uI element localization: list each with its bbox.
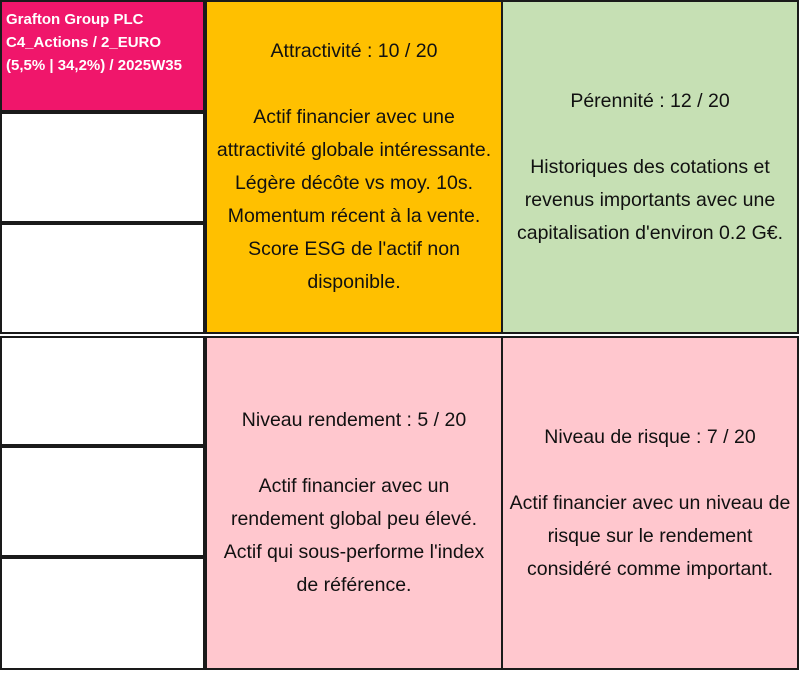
rendement-panel bbox=[205, 336, 503, 670]
risque-line: risque sur le rendement bbox=[547, 524, 753, 547]
risque-line: considéré comme important. bbox=[526, 557, 773, 580]
rendement-title: Niveau rendement : 5 / 20 bbox=[241, 409, 467, 431]
rendement-line: Actif financier avec un bbox=[258, 475, 450, 497]
perennite-line: revenus importants avec une bbox=[524, 188, 776, 211]
blank-cell-2 bbox=[0, 223, 205, 334]
attractivite-line: Actif financier avec une bbox=[253, 106, 455, 128]
perennite-title: Pérennité : 12 / 20 bbox=[570, 89, 730, 112]
attractivite-panel bbox=[205, 0, 503, 334]
risque-panel bbox=[501, 336, 799, 670]
risque-title: Niveau de risque : 7 / 20 bbox=[544, 425, 756, 448]
rendement-line: rendement global peu élevé. bbox=[230, 508, 478, 530]
attractivite-title: Attractivité : 10 / 20 bbox=[270, 40, 438, 62]
perennite-line: capitalisation d'environ 0.2 G€. bbox=[516, 221, 784, 244]
risque-line: Actif financier avec un niveau de bbox=[509, 491, 791, 514]
blank-cell-1 bbox=[0, 112, 205, 223]
asset-name: Grafton Group PLC bbox=[6, 11, 144, 28]
asset-category: C4_Actions / 2_EURO bbox=[6, 34, 162, 51]
attractivite-line: Score ESG de l'actif non bbox=[248, 238, 460, 260]
attractivite-line: disponible. bbox=[307, 271, 401, 293]
attractivite-line: Momentum récent à la vente. bbox=[227, 205, 481, 227]
blank-cell-3 bbox=[0, 336, 205, 446]
asset-stats: (5,5% | 34,2%) / 2025W35 bbox=[6, 57, 182, 74]
rendement-line: de référence. bbox=[296, 574, 412, 596]
asset-header bbox=[0, 0, 205, 112]
attractivite-line: Légère décôte vs moy. 10s. bbox=[234, 172, 474, 194]
perennite-panel bbox=[501, 0, 799, 334]
perennite-line: Historiques des cotations et bbox=[530, 155, 770, 178]
blank-cell-5 bbox=[0, 557, 205, 670]
attractivite-line: attractivité globale intéressante. bbox=[216, 139, 492, 161]
blank-cell-4 bbox=[0, 446, 205, 557]
rendement-line: Actif qui sous-performe l'index bbox=[223, 541, 485, 563]
